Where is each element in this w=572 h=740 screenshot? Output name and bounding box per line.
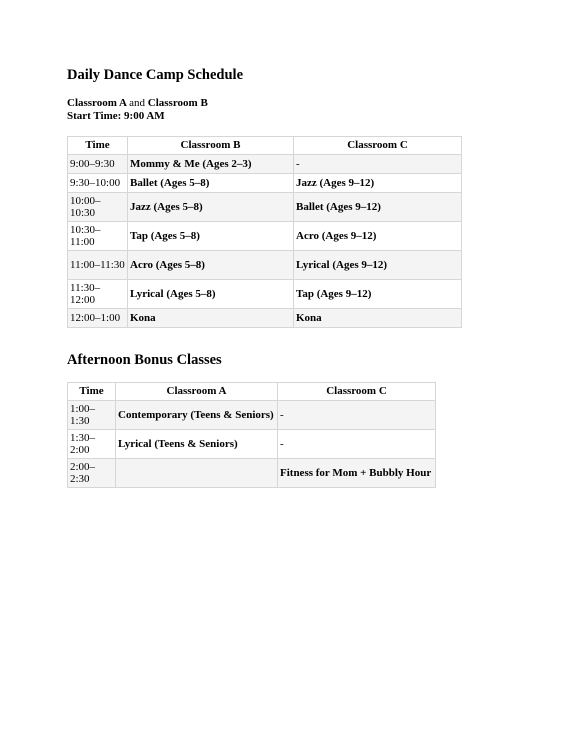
classroom-b-cell: Ballet (Ages 5–8) (128, 174, 294, 193)
time-cell: 1:30–2:00 (68, 430, 116, 459)
time-cell: 11:30–12:00 (68, 280, 128, 309)
classroom-c-cell: - (278, 430, 436, 459)
time-cell: 2:00–2:30 (68, 459, 116, 488)
table-header-row (68, 137, 462, 155)
classroom-a-cell (116, 459, 278, 488)
classroom-a-cell: Lyrical (Teens & Seniors) (116, 430, 278, 459)
afternoon-section-title: Afternoon Bonus Classes (67, 352, 222, 368)
classroom-a-cell: Contemporary (Teens & Seniors) (116, 401, 278, 430)
table-row (68, 251, 462, 280)
classroom-c-cell: Ballet (Ages 9–12) (294, 193, 462, 222)
column-header-classroom-c: Classroom C (294, 137, 462, 155)
classroom-c-cell: Kona (294, 309, 462, 328)
time-cell: 1:00–1:30 (68, 401, 116, 430)
classroom-a-label: Classroom A (67, 97, 127, 109)
classroom-c-cell: Lyrical (Ages 9–12) (294, 251, 462, 280)
afternoon-schedule-table (67, 382, 436, 488)
classroom-c-cell: Jazz (Ages 9–12) (294, 174, 462, 193)
table-row (68, 155, 462, 174)
classroom-b-cell: Acro (Ages 5–8) (128, 251, 294, 280)
column-header-classroom-a: Classroom A (116, 383, 278, 401)
time-cell: 9:30–10:00 (68, 174, 128, 193)
table-row (68, 309, 462, 328)
column-header-classroom-c: Classroom C (278, 383, 436, 401)
table-row (68, 401, 436, 430)
classroom-b-cell: Lyrical (Ages 5–8) (128, 280, 294, 309)
table-row (68, 459, 436, 488)
table-row (68, 280, 462, 309)
table-header-row (68, 383, 436, 401)
classroom-c-cell: - (278, 401, 436, 430)
morning-schedule-table (67, 136, 462, 328)
table-row (68, 430, 436, 459)
column-header-time: Time (68, 137, 128, 155)
start-time: Start Time: 9:00 AM (67, 110, 165, 122)
time-cell: 9:00–9:30 (68, 155, 128, 174)
table-row (68, 174, 462, 193)
classroom-c-cell: Tap (Ages 9–12) (294, 280, 462, 309)
schedule-subhead (67, 97, 208, 123)
table-row (68, 193, 462, 222)
time-cell: 12:00–1:00 (68, 309, 128, 328)
page-title: Daily Dance Camp Schedule (67, 67, 244, 83)
time-cell: 11:00–11:30 (68, 251, 128, 280)
classroom-b-cell: Mommy & Me (Ages 2–3) (128, 155, 294, 174)
classroom-c-cell: - (294, 155, 462, 174)
classroom-c-cell: Fitness for Mom + Bubbly Hour (278, 459, 436, 488)
classroom-c-cell: Acro (Ages 9–12) (294, 222, 462, 251)
time-cell: 10:30–11:00 (68, 222, 128, 251)
column-header-classroom-b: Classroom B (128, 137, 294, 155)
classrooms-line (67, 97, 208, 110)
classroom-b-cell: Tap (Ages 5–8) (128, 222, 294, 251)
time-cell: 10:00–10:30 (68, 193, 128, 222)
and-text: and (129, 97, 146, 109)
classroom-b-cell: Kona (128, 309, 294, 328)
classroom-b-cell: Jazz (Ages 5–8) (128, 193, 294, 222)
table-row (68, 222, 462, 251)
classroom-b-label: Classroom B (147, 97, 208, 109)
column-header-time: Time (68, 383, 116, 401)
